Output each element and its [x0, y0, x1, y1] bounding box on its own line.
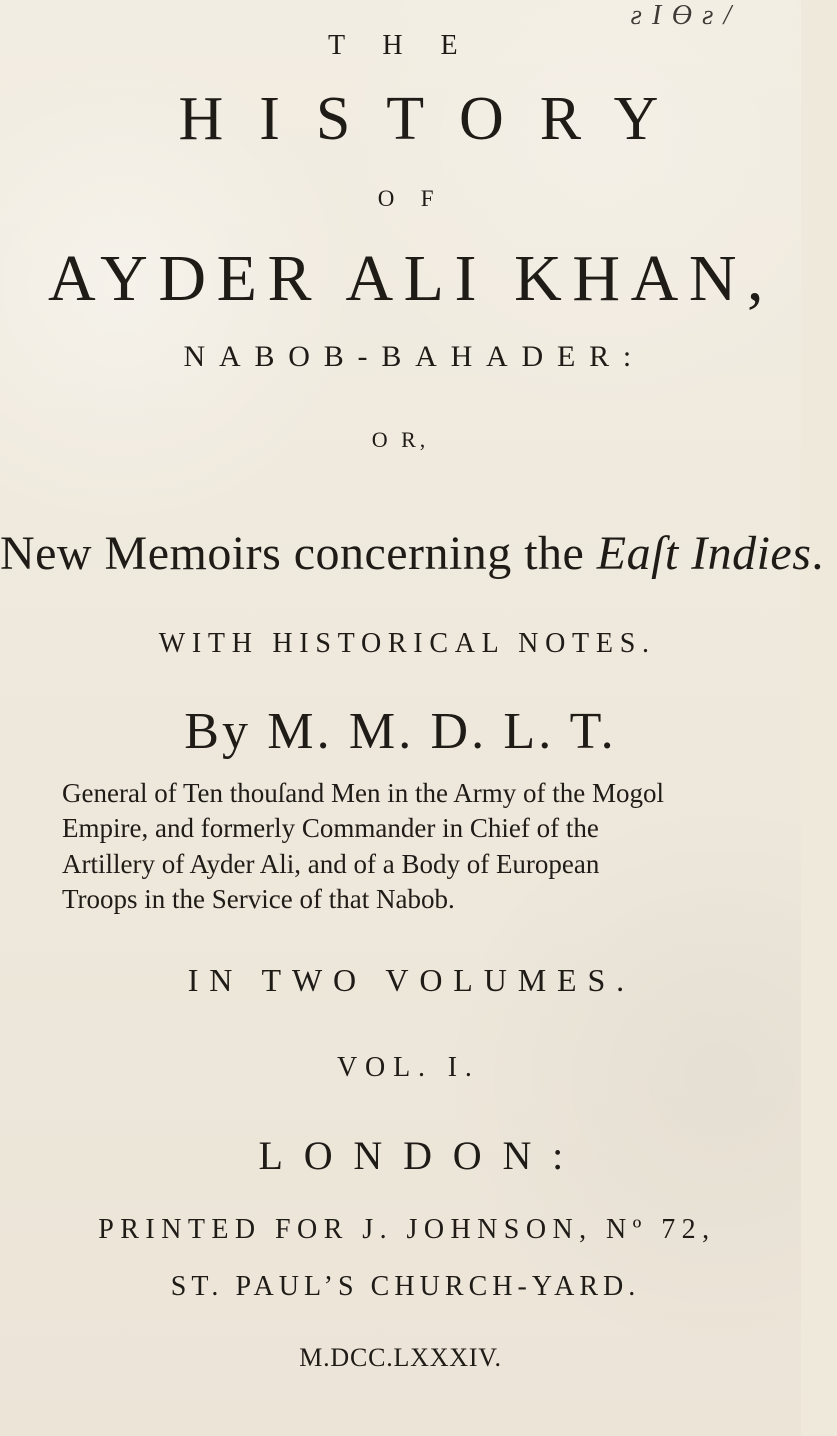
- london-line: LONDON:: [258, 1133, 585, 1178]
- churchyard-line: ST. PAUL’S CHURCH-YARD.: [170, 1271, 641, 1302]
- printer-line: PRINTED FOR J. JOHNSON, Nº 72,: [98, 1214, 716, 1245]
- volumes-line: IN TWO VOLUMES.: [187, 962, 636, 998]
- memoirs-suffix: .: [811, 527, 824, 580]
- ayder-title: AYDER ALI KHAN,: [47, 242, 775, 315]
- historical-notes-line: WITH HISTORICAL NOTES.: [158, 628, 656, 659]
- author-description-line-4: Troops in the Service of that Nabob.: [62, 884, 455, 915]
- author-description-line-3: Artillery of Ayder Ali, and of a Body of European: [62, 848, 600, 879]
- author-description-line-2: Empire, and formerly Commander in Chief of the: [62, 813, 599, 844]
- author-description-line-1: General of Ten thouſand Men in the Army of the Mogol: [62, 778, 664, 808]
- author-description: [62, 776, 752, 917]
- memoirs-line: [0, 526, 824, 581]
- of-line: O F: [377, 186, 444, 211]
- nabob-subtitle: NABOB-BAHADER:: [183, 340, 646, 373]
- or-line: O R,: [371, 427, 430, 452]
- memoirs-italic: Eaſt Indies: [596, 527, 812, 580]
- author-line: By M. M. D. L. T.: [184, 703, 617, 760]
- corner-mark: ƨ I Ɵ ƨ /: [630, 0, 733, 31]
- publication-date: M.DCC.LXXXIV.: [299, 1343, 502, 1372]
- history-heading: HISTORY: [178, 85, 695, 153]
- memoirs-prefix: New Memoirs concerning the: [0, 527, 597, 580]
- the-heading: T H E: [328, 30, 473, 61]
- volume-number: VOL. I.: [336, 1052, 480, 1083]
